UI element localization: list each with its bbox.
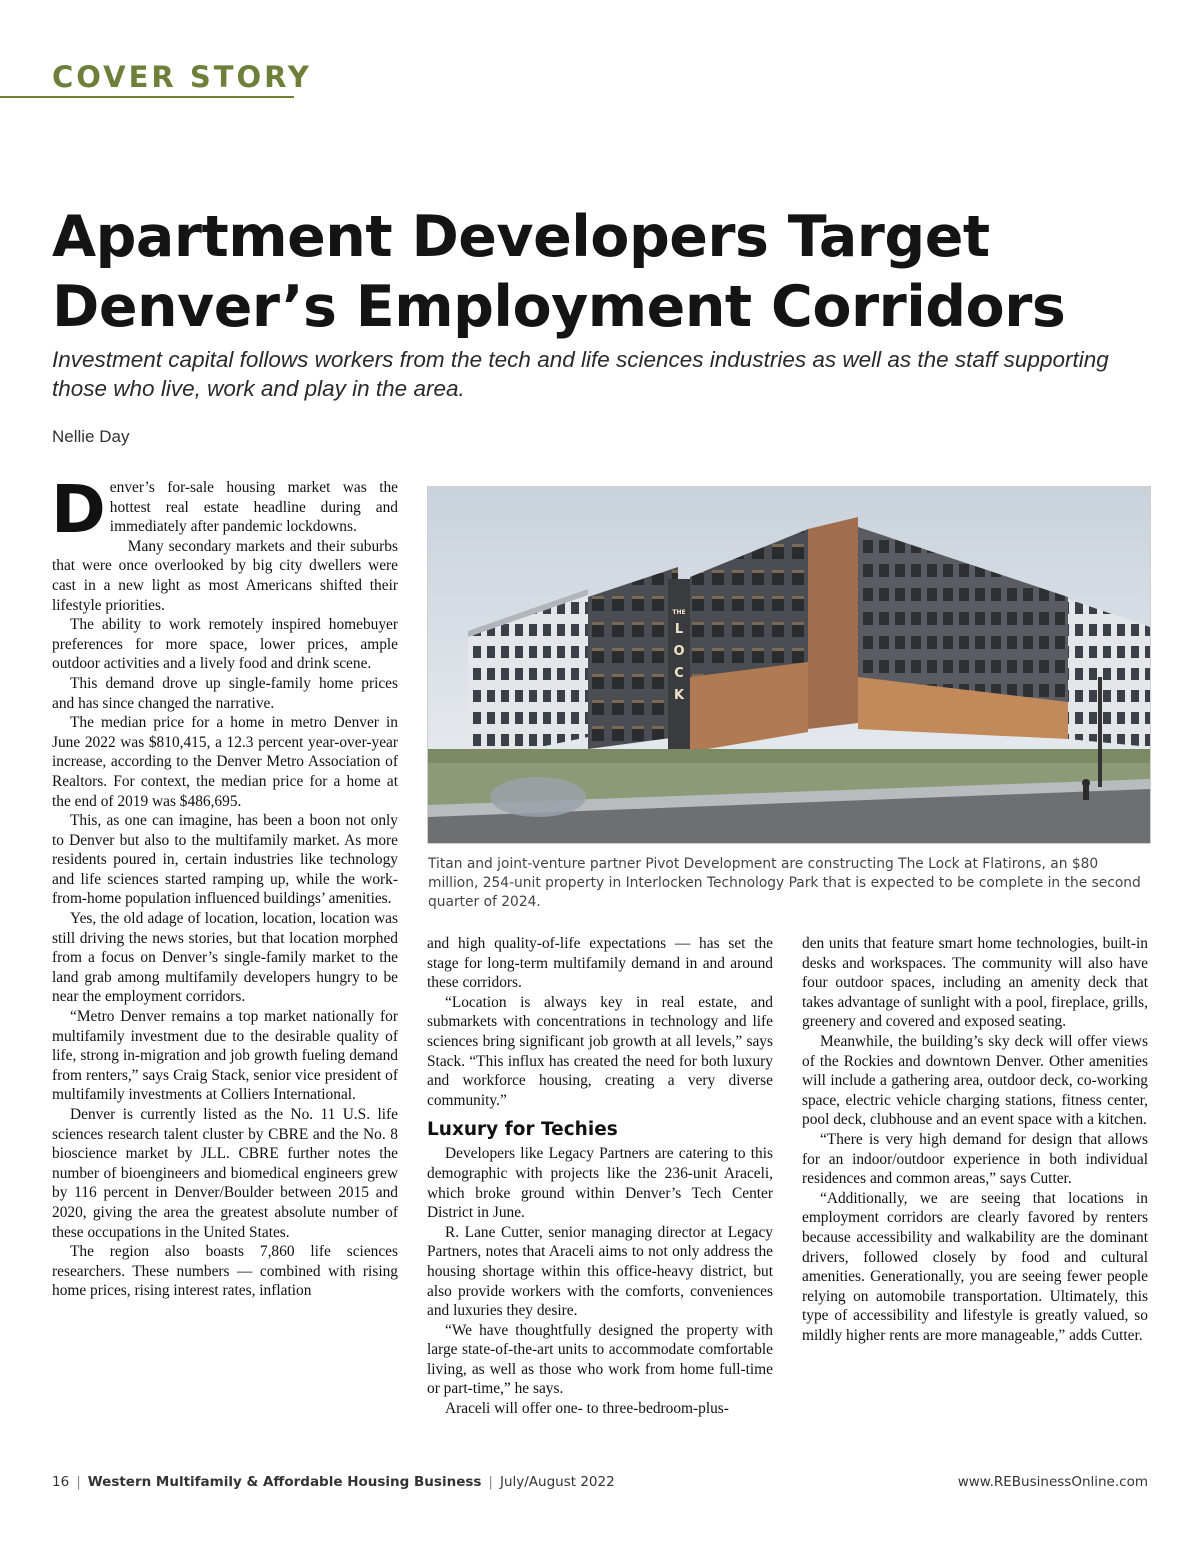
building-photo bbox=[427, 486, 1151, 844]
building-sign bbox=[671, 607, 687, 707]
issue-date: July/August 2022 bbox=[499, 1474, 615, 1490]
paragraph: Developers like Legacy Partners are catering to this demographic with projects like the 236-unit Araceli, which broke ground within Denver’s Tech Center District in June. bbox=[427, 1145, 773, 1222]
paragraph: Yes, the old adage of location, location, location was still driving the news stories, but that location morphed from a focus on Denver’s single-family market to the land grab among multifamily developers hungry to be near the employment corridors. bbox=[52, 910, 398, 1006]
drop-cap: D bbox=[51, 471, 106, 548]
body-column-3 bbox=[802, 934, 1148, 1345]
body-column-1 bbox=[51, 471, 398, 1301]
article-deck: Investment capital follows workers from the tech and life sciences industries as well as the staff supporting those who live, work and play in the area. bbox=[52, 347, 1109, 401]
article-headline bbox=[52, 202, 1152, 342]
photo-caption: Titan and joint-venture partner Pivot Development are constructing The Lock at Flatirons, an $80 million, 254-unit property in Interlocken Technology Park that is expected to be complete in the second quarter of 2024. bbox=[428, 856, 1141, 910]
paragraph: Many secondary markets and their suburbs that were once overlooked by big city dwellers were cast in a new light as most Americans shifted their lifestyle priorities. bbox=[52, 537, 398, 614]
section-kicker: COVER STORY bbox=[52, 60, 312, 94]
paragraph: Meanwhile, the building’s sky deck will offer views of the Rockies and downtown Denver. Other amenities will include a gathering area, outdoor deck, co-working space, electric vehicle charging stations, fitness center, pool deck, clubhouse and an event space with a kitchen. bbox=[802, 1032, 1148, 1129]
paragraph: Araceli will offer one- to three-bedroom-plus- bbox=[445, 1400, 729, 1418]
paragraph: This demand drove up single-family home prices and has since changed the narrative. bbox=[52, 674, 398, 712]
paragraph: “Location is always key in real estate, and submarkets with concentrations in technology and life sciences bring significant job growth at all levels,” says Stack. “This influx has created the need for both luxury and workforce housing, creating a very diverse community.” bbox=[427, 993, 773, 1109]
footer-separator: | bbox=[488, 1474, 493, 1490]
page-footer bbox=[52, 1474, 615, 1490]
paragraph: Denver is currently listed as the No. 11 U.S. life sciences research talent cluster by CBRE and the No. 8 bioscience market by JLL. CBRE further notes the number of bioengineers and biomedical engineers grew by 116 percent in Denver/Boulder between 2015 and 2020, giving the area the greatest absolute number of these occupations in the United States. bbox=[52, 1106, 398, 1241]
paragraph: R. Lane Cutter, senior managing director at Legacy Partners, notes that Araceli aims to not only address the housing shortage within this office-heavy district, but also provide workers with the comforts, conveniences and luxuries they desire. bbox=[427, 1223, 773, 1320]
sign-letter: L bbox=[674, 622, 684, 637]
headline-line-1: Apartment Developers Target bbox=[52, 204, 990, 270]
byline: Nellie Day bbox=[52, 427, 130, 446]
paragraph: This, as one can imagine, has been a boon not only to Denver but also to the multifamily market. As more residents poured in, certain industries like technology and life sciences started ramping up, while the work-from-home population influenced buildings’ amenities. bbox=[52, 812, 398, 908]
paragraph: “We have thoughtfully designed the property with large state-of-the-art units to accommodate comfortable living, as well as those who work from home full-time or part-time,” he says. bbox=[427, 1321, 773, 1398]
paragraph: and high quality-of-life expectations — has set the stage for long-term multifamily demand in and around these corridors. bbox=[427, 935, 773, 992]
paragraph-text: enver’s for-sale housing market was the hottest real estate headline during and immediately after pandemic lockdowns. bbox=[109, 479, 398, 536]
paragraph bbox=[51, 471, 398, 548]
paragraph: The region also boasts 7,860 life sciences researchers. These numbers — combined with rising home prices, rising interest rates, inflation bbox=[52, 1243, 398, 1300]
subhead: Luxury for Techies bbox=[427, 1119, 618, 1141]
footer-separator: | bbox=[76, 1474, 81, 1490]
sign-letter: O bbox=[673, 644, 685, 659]
page-number: 16 bbox=[52, 1474, 70, 1490]
body-column-2 bbox=[427, 934, 773, 1419]
headline-line-2: Denver’s Employment Corridors bbox=[52, 274, 1066, 340]
publication-name: Western Multifamily & Affordable Housing Business bbox=[87, 1474, 482, 1490]
sign-letter: K bbox=[673, 688, 685, 703]
sign-letter: C bbox=[674, 666, 684, 681]
paragraph: den units that feature smart home technologies, built-in desks and workspaces. The community will also have four outdoor spaces, including an amenity deck that takes advantage of sunlight with a pool, fireplace, grills, greenery and covered and exposed seating. bbox=[802, 935, 1148, 1031]
kicker-rule bbox=[0, 96, 294, 98]
website-link[interactable]: www.REBusinessOnline.com bbox=[957, 1474, 1148, 1490]
paragraph: “Additionally, we are seeing that locations in employment corridors are clearly favored by renters because accessibility and walkability are the dominant drivers, followed closely by food and cultural amenities. Generationally, you are seeing fewer people relying on automobile transportation. Ultimately, this type of accessibility and lifestyle is greatly valued, so mildly higher rents are more manageable,” adds Cutter. bbox=[802, 1189, 1148, 1344]
paragraph: The ability to work remotely inspired homebuyer preferences for more space, lower prices, ample outdoor activities and a lively food and drink scene. bbox=[52, 616, 398, 673]
sign-top: THE bbox=[672, 609, 686, 616]
building-rendering bbox=[428, 487, 1150, 843]
paragraph: The median price for a home in metro Denver in June 2022 was $810,415, a 12.3 percent year-over-year increase, according to the Denver Metro Association of Realtors. For context, the median price for a home at the end of 2019 was $486,695. bbox=[52, 714, 398, 810]
paragraph: “Metro Denver remains a top market nationally for multifamily investment due to the desirable quality of life, strong in-migration and job growth fueling demand from renters,” says Craig Stack, senior vice president of multifamily investments at Colliers International. bbox=[52, 1008, 398, 1104]
paragraph: “There is very high demand for design that allows for an indoor/outdoor experience in both individual residences and common areas,” says Cutter. bbox=[802, 1130, 1148, 1188]
